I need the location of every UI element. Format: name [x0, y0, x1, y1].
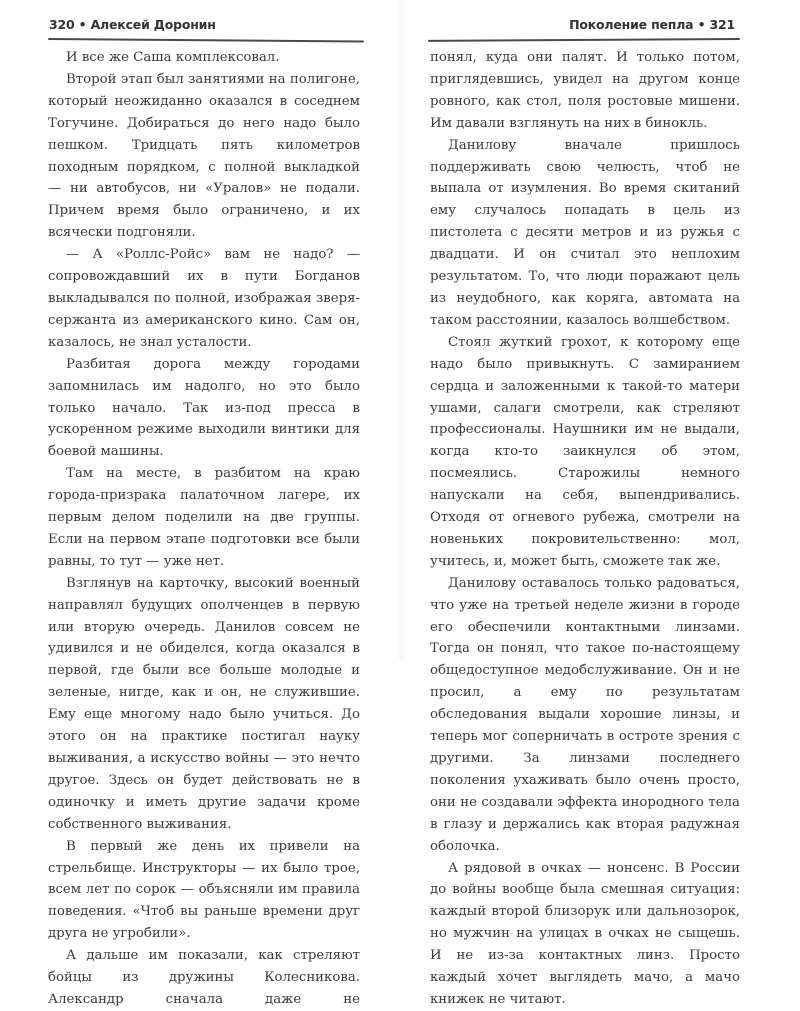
- paragraph: Взглянув на карточку, высокий военный направлял будущих ополченцев в первую или вторую очередь. Данилов совсем не удивился и не обиделся, когда оказался в первой, где были все больше молодые и зеленые, нигде, как и он, не служившие. Ему еще многому надо было учиться. До этого он на практике постигал науку выживания, а искусство войны — это нечто другое. Здесь он будет действовать не в одиночку и иметь другие задачи кроме собственного выживания.: [48, 575, 360, 832]
- paragraph: Второй этап был занятиями на полигоне, который неожиданно оказался в соседнем Тогучине. Добираться до него надо было пешком. Тридцать пять километров походным порядком, с полной выкладкой — ни автобусов, ни «Уралов» не подали. Причем время было ограничено, и их всячески подгоняли.: [48, 71, 360, 241]
- paragraph: В первый же день их привели на стрельбище. Инструкторы — их было трое, всем лет по сорок — объясняли им правила поведения. «Чтоб вы раньше времени друг друга не угробили».: [48, 838, 360, 942]
- paragraph: Данилову вначале пришлось поддерживать свою челюсть, чтоб не выпала от изумления. Во время скитаний ему случалось попадать в цель из пистолета с десяти метров и из ружья с двадцати. И он считал это неплохим результатом. То, что люди поражают цель из неудобного, как коряга, автомата на таком расстоянии, казалось волшебством.: [430, 137, 740, 328]
- paragraph: Разбитая дорога между городами запомнилась им надолго, но это было только начало. Так из-под пресса в ускоренном режиме выходили винтики для боевой машины.: [48, 356, 360, 460]
- paragraph: А рядовой в очках — нонсенс. В России до войны вообще была смешная ситуация: каждый второй близорук или дальнозорок, но мужчин на улицах в очках не сыщешь. И не из-за контактных линз. Просто каждый хочет выглядеть мачо, а мачо книжек не читают.: [430, 860, 740, 1007]
- paragraph: — А «Роллс-Ройс» вам не надо? — сопровождавший их в пути Богданов выкладывался по полной, изображая зверя-сержанта из американского кино. Сам он, казалось, не знал усталости.: [48, 247, 360, 350]
- paragraph: Стоял жуткий грохот, к которому еще надо было привыкнуть. С замиранием сердца и заложенными к такой-то матери ушами, салаги смотрели, как стреляют профессионалы. Наушники им не выдали, когда кто-то заикнулся об этом, посмеялись. Старожилы немного напускали на себя, выпендривались. Отходя от огневого рубежа, смотрели на новеньких покровительственно: мол, учитесь, и, может быть, сможете так же.: [430, 334, 740, 569]
- left-page-body: [48, 47, 360, 1011]
- paragraph: понял, куда они палят. И только потом, приглядевшись, увидел на другом конце ровного, как стол, поля ростовые мишени. Им давали взглянуть на них в бинокль.: [430, 50, 740, 131]
- right-header-rule: [428, 38, 740, 42]
- right-page: [400, 0, 800, 1007]
- paragraph: А дальше им показали, как стреляют бойцы из дружины Колесникова. Александр сначала даже не: [48, 948, 360, 1007]
- left-page: [0, 0, 400, 1007]
- left-header-rule: [48, 38, 364, 42]
- right-page-body: [430, 47, 740, 1011]
- paragraph: Там на месте, в разбитом на краю города-призрака палаточном лагере, их первым делом поделили на две группы. Если на первом этапе подготовки все были равны, то тут — уже нет.: [48, 466, 360, 569]
- paragraph: И все же Саша комплексовал.: [66, 50, 280, 65]
- left-running-head: 320 • Алексей Доронин: [49, 17, 216, 32]
- paragraph: Данилову оставалось только радоваться, что уже на третьей неделе жизни в городе его обеспечили контактными линзами. Тогда он понял, что такое по-настоящему общедоступное медобслуживание. Он и не просил, а ему по результатам обследования выдали хорошие линзы, и теперь мог соперничать в остроте зрения с другими. За линзами последнего поколения ухаживать было очень просто, они не создавали эффекта инородного тела в глазу и держались как вторая радужная оболочка.: [430, 575, 740, 854]
- right-running-head: Поколение пепла • 321: [569, 17, 735, 32]
